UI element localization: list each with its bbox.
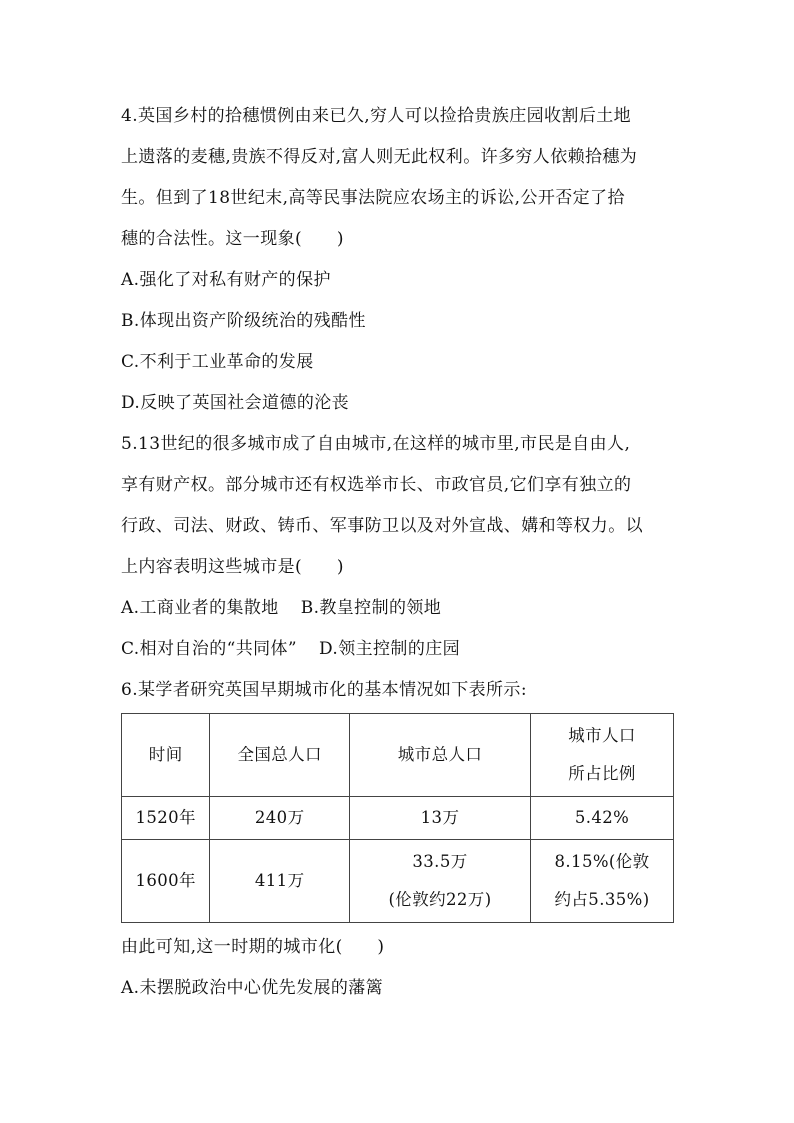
question-5-options-row-1 <box>121 588 681 629</box>
question-4-option-d: D.反映了英国社会道德的沦丧 <box>121 393 350 413</box>
table-header-cell-line-1: 城市人口 <box>568 726 636 745</box>
question-4-option-c: C.不利于工业革命的发展 <box>121 352 314 372</box>
table-cell-urban-line-2: (伦敦约22万) <box>388 890 492 909</box>
table-cell-ratio <box>531 840 674 923</box>
table-cell-ratio-line-2: 约占5.35%) <box>554 890 650 909</box>
table-cell-urban-line-1: 33.5万 <box>412 852 468 871</box>
table-cell-year: 1520年 <box>122 797 210 840</box>
table-cell-urban: 13万 <box>349 797 530 840</box>
table-cell-national: 240万 <box>210 797 350 840</box>
document-page <box>121 96 681 1009</box>
question-4 <box>121 96 681 424</box>
question-4-line-1: 4.英国乡村的拾穗惯例由来已久,穷人可以捡拾贵族庄园收割后土地 <box>121 106 632 126</box>
question-6-stem: 由此可知,这一时期的城市化( ) <box>121 937 385 957</box>
table-header-cell <box>531 714 674 797</box>
question-4-option-a: A.强化了对私有财产的保护 <box>121 270 331 290</box>
table-cell-urban <box>349 840 530 923</box>
table-header-cell: 城市总人口 <box>349 714 530 797</box>
question-5-line-1: 5.13世纪的很多城市成了自由城市,在这样的城市里,市民是自由人, <box>121 434 631 454</box>
question-4-line-2: 上遗落的麦穗,贵族不得反对,富人则无此权利。许多穷人依赖拾穗为 <box>121 147 638 167</box>
table-header-cell: 全国总人口 <box>210 714 350 797</box>
question-5-option-b: B.教皇控制的领地 <box>300 598 442 618</box>
question-5 <box>121 424 681 670</box>
urbanization-table <box>121 713 674 923</box>
question-5-line-4: 上内容表明这些城市是( ) <box>121 557 344 577</box>
question-4-line-3: 生。但到了18世纪末,高等民事法院应农场主的诉讼,公开否定了拾 <box>121 188 625 208</box>
table-header-cell-line-2: 所占比例 <box>568 764 636 783</box>
question-5-option-d: D.领主控制的庄园 <box>319 639 461 659</box>
question-6-option-a: A.未摆脱政治中心优先发展的藩篱 <box>121 978 384 998</box>
question-6-intro: 6.某学者研究英国早期城市化的基本情况如下表所示: <box>121 680 527 700</box>
question-5-line-3: 行政、司法、财政、铸币、军事防卫以及对外宣战、媾和等权力。以 <box>121 516 643 536</box>
question-4-line-4: 穗的合法性。这一现象( ) <box>121 229 344 249</box>
table-row <box>122 797 674 840</box>
table-cell-national: 411万 <box>210 840 350 923</box>
table-cell-year: 1600年 <box>122 840 210 923</box>
table-header-cell: 时间 <box>122 714 210 797</box>
question-4-option-b: B.体现出资产阶级统治的残酷性 <box>121 311 366 331</box>
question-5-options-row-2 <box>121 629 681 670</box>
question-6 <box>121 670 681 1009</box>
table-cell-ratio-line-1: 8.15%(伦敦 <box>554 852 650 871</box>
question-5-option-a: A.工商业者的集散地 <box>121 598 279 618</box>
question-5-option-c: C.相对自治的“共同体” <box>121 639 297 659</box>
table-row <box>122 840 674 923</box>
table-header-row <box>122 714 674 797</box>
table-cell-ratio: 5.42% <box>531 797 674 840</box>
question-5-line-2: 享有财产权。部分城市还有权选举市长、市政官员,它们享有独立的 <box>121 475 632 495</box>
